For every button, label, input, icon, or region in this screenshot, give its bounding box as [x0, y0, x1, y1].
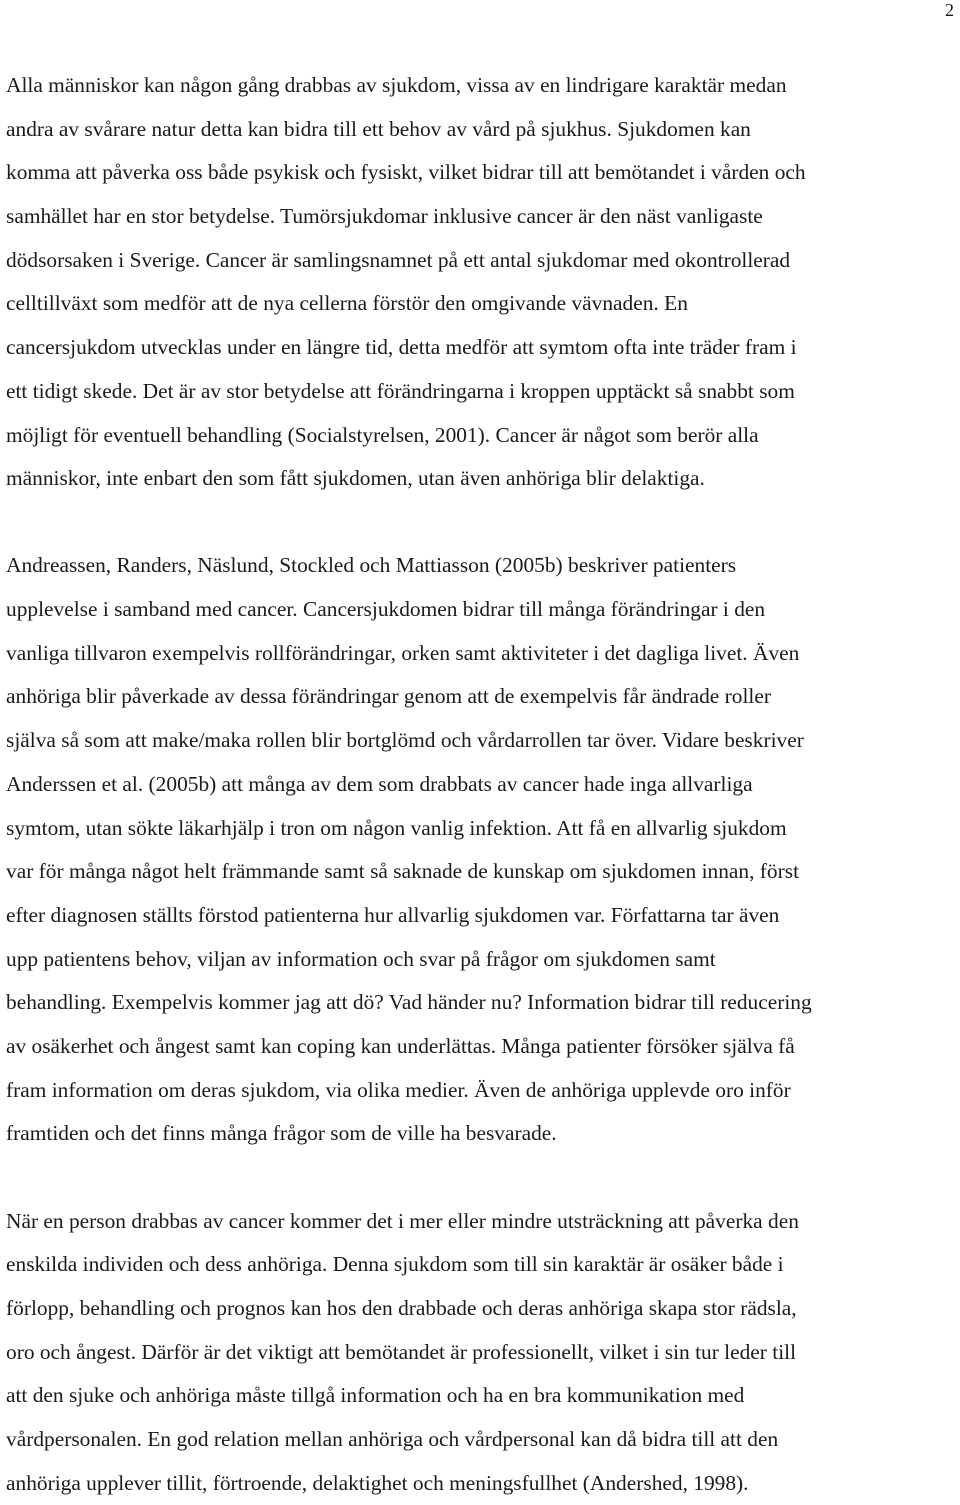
text-line: enskilda individen och dess anhöriga. Denna sjukdom som till sin karaktär är osäker både i [6, 1243, 960, 1287]
text-line: var för många något helt främmande samt så saknade de kunskap om sjukdomen innan, först [6, 850, 960, 894]
page-number: 2 [945, 0, 954, 20]
text-line: komma att påverka oss både psykisk och fysiskt, vilket bidrar till att bemötandet i vården och [6, 151, 960, 195]
text-line: anhöriga upplever tillit, förtroende, delaktighet och meningsfullhet (Andershed, 1998). [6, 1462, 960, 1505]
text-line: symtom, utan sökte läkarhjälp i tron om någon vanlig infektion. Att få en allvarlig sjukdom [6, 807, 960, 851]
text-line: förlopp, behandling och prognos kan hos den drabbade och deras anhöriga skapa stor rädsla, [6, 1287, 960, 1331]
text-line: anhöriga blir påverkade av dessa förändringar genom att de exempelvis får ändrade roller [6, 675, 960, 719]
text-line: själva så som att make/maka rollen blir bortglömd och vårdarrollen tar över. Vidare beskriver [6, 719, 960, 763]
text-line: ett tidigt skede. Det är av stor betydelse att förändringarna i kroppen upptäckt så snabbt som [6, 370, 960, 414]
text-line: behandling. Exempelvis kommer jag att dö? Vad händer nu? Information bidrar till reducering [6, 981, 960, 1025]
text-line: människor, inte enbart den som fått sjukdomen, utan även anhöriga blir delaktiga. [6, 457, 960, 501]
text-line: efter diagnosen ställts förstod patienterna hur allvarlig sjukdomen var. Författarna tar även [6, 894, 960, 938]
text-line: Anderssen et al. (2005b) att många av dem som drabbats av cancer hade inga allvarliga [6, 763, 960, 807]
text-line: dödsorsaken i Sverige. Cancer är samlingsnamnet på ett antal sjukdomar med okontrollerad [6, 239, 960, 283]
text-line: cancersjukdom utvecklas under en längre tid, detta medför att symtom ofta inte träder fram i [6, 326, 960, 370]
text-line: andra av svårare natur detta kan bidra till ett behov av vård på sjukhus. Sjukdomen kan [6, 108, 960, 152]
paragraph-2 [6, 544, 960, 1156]
text-line: vårdpersonalen. En god relation mellan anhöriga och vårdpersonal kan då bidra till att den [6, 1418, 960, 1462]
text-line: vanliga tillvaron exempelvis rollförändringar, orken samt aktiviteter i det dagliga livet. Även [6, 632, 960, 676]
text-line: samhället har en stor betydelse. Tumörsjukdomar inklusive cancer är den näst vanligaste [6, 195, 960, 239]
text-line: Andreassen, Randers, Näslund, Stockled och Mattiasson (2005b) beskriver patienters [6, 544, 960, 588]
document-body [6, 64, 960, 1505]
paragraph-1 [6, 64, 960, 501]
text-line: celltillväxt som medför att de nya cellerna förstör den omgivande vävnaden. En [6, 282, 960, 326]
text-line: fram information om deras sjukdom, via olika medier. Även de anhöriga upplevde oro inför [6, 1069, 960, 1113]
text-line: framtiden och det finns många frågor som de ville ha besvarade. [6, 1112, 960, 1156]
text-line: upp patientens behov, viljan av information och svar på frågor om sjukdomen samt [6, 938, 960, 982]
text-line: av osäkerhet och ångest samt kan coping kan underlättas. Många patienter försöker själva få [6, 1025, 960, 1069]
text-line: Alla människor kan någon gång drabbas av sjukdom, vissa av en lindrigare karaktär medan [6, 64, 960, 108]
paragraph-3 [6, 1200, 960, 1505]
text-line: möjligt för eventuell behandling (Socialstyrelsen, 2001). Cancer är något som berör alla [6, 414, 960, 458]
text-line: När en person drabbas av cancer kommer det i mer eller mindre utsträckning att påverka den [6, 1200, 960, 1244]
text-line: att den sjuke och anhöriga måste tillgå information och ha en bra kommunikation med [6, 1374, 960, 1418]
text-line: upplevelse i samband med cancer. Cancersjukdomen bidrar till många förändringar i den [6, 588, 960, 632]
text-line: oro och ångest. Därför är det viktigt att bemötandet är professionellt, vilket i sin tur leder till [6, 1331, 960, 1375]
